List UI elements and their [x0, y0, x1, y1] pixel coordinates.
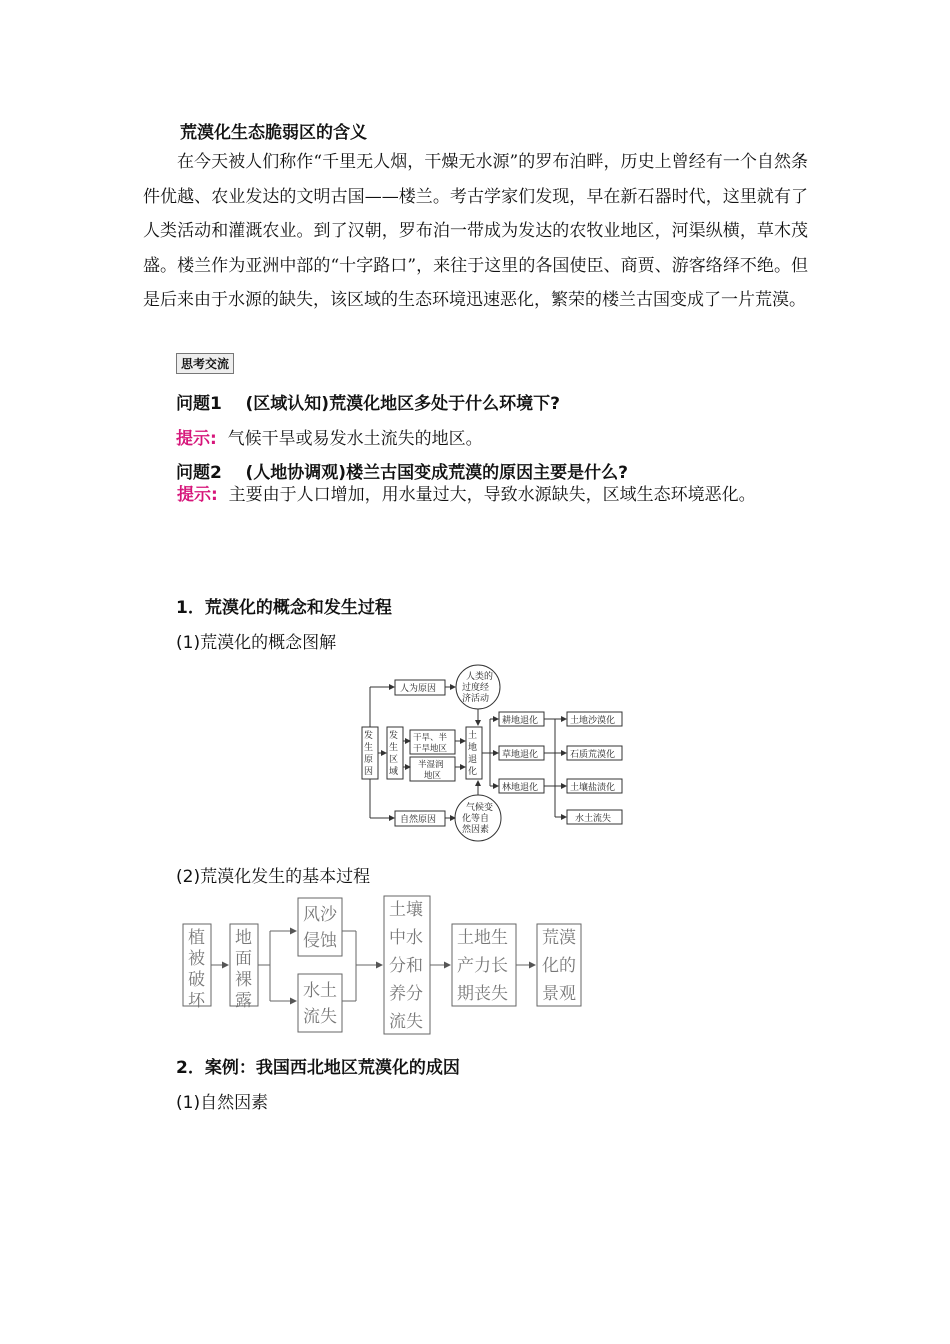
prod-line-1: 土地生 [457, 928, 508, 948]
degradation-forest: 林地退化 [502, 783, 539, 793]
degradation-grassland: 草地退化 [502, 750, 539, 760]
degradation-farmland: 耕地退化 [502, 716, 539, 726]
point-1-sub-2: (2)荒漠化发生的基本过程 [176, 867, 371, 887]
nutrient-line-1: 土壤 [389, 900, 423, 920]
semi-humid-line-1: 半湿润 [418, 760, 444, 770]
exp-char-2: 面 [235, 949, 252, 969]
water-line-1: 水土 [303, 981, 337, 1001]
water-line-2: 流失 [303, 1007, 337, 1027]
human-activity-line-1: 人类的 [466, 672, 494, 682]
section-title: 荒漠化生态脆弱区的含义 [180, 123, 367, 143]
prod-line-3: 期丧失 [457, 984, 508, 1004]
intro-paragraph: 在今天被人们称作“千里无人烟，干燥无水源”的罗布泊畔，历史上曾经有一个自然条件优越、农业发达的文明古国——楼兰。考古学家们发现，早在新石器时代，这里就有了人类活动和灌溉农业。到了汉朝，罗布泊一带成为发达的农牧业地区，河渠纵横，草木茂盛。楼兰作为亚洲中部的“十字路口”，来往于这里的各国使臣、商贾、游客络绎不绝。但是后来由于水源的缺失，该区域的生态环境迅速恶化，繁荣的楼兰古国变成了一片荒漠。 [143, 152, 808, 311]
land-char-4: 化 [468, 767, 478, 777]
land-line-1: 荒漠 [542, 928, 576, 948]
hint-2-text: 主要由于人口增加，用水量过大，导致水源缺失，区域生态环境恶化。 [228, 485, 756, 505]
natural-cause-label: 自然原因 [400, 815, 437, 825]
human-cause-label: 人为原因 [400, 684, 437, 694]
region-char-1: 发 [389, 731, 399, 741]
question-1 [176, 389, 560, 414]
nutrient-line-4: 养分 [389, 984, 423, 1004]
climate-line-3: 然因素 [462, 825, 490, 835]
land-char-3: 退 [468, 755, 478, 765]
land-char-2: 地 [468, 743, 478, 753]
wind-line-1: 风沙 [303, 905, 337, 925]
concept-diagram [350, 655, 640, 850]
climate-line-2: 化等自 [462, 814, 490, 824]
result-salinization: 土壤盐渍化 [570, 783, 616, 793]
point-2-title: 2．案例：我国西北地区荒漠化的成因 [176, 1058, 460, 1078]
region-char-2: 生 [389, 743, 399, 753]
human-activity-line-3: 济活动 [462, 694, 490, 704]
point-1-sub-1: (1)荒漠化的概念图解 [176, 633, 337, 653]
semi-humid-line-2: 地区 [424, 771, 442, 781]
land-line-3: 景观 [542, 984, 576, 1004]
land-line-2: 化的 [542, 956, 576, 976]
exp-char-3: 裸 [235, 970, 252, 990]
process-flow-diagram [180, 893, 590, 1038]
veg-char-2: 被 [188, 949, 205, 969]
result-soil-erosion: 水土流失 [575, 814, 612, 824]
exp-char-1: 地 [235, 928, 252, 948]
hint-1 [176, 424, 483, 449]
veg-char-4: 坏 [188, 991, 205, 1011]
origin-char-4: 因 [364, 767, 374, 777]
nutrient-line-3: 分和 [389, 956, 423, 976]
veg-char-3: 破 [188, 970, 205, 990]
wind-line-2: 侵蚀 [303, 931, 337, 951]
point-1-title: 1．荒漠化的概念和发生过程 [176, 598, 392, 618]
hint-1-text: 气候干旱或易发水土流失的地区。 [227, 429, 483, 449]
hint-2-label: 提示: [177, 485, 218, 505]
origin-char-3: 原 [364, 755, 374, 765]
question-1-label: 问题1 [176, 394, 222, 414]
climate-line-1: 气候变 [466, 803, 494, 813]
question-2-text: (人地协调观)楼兰古国变成荒漠的原因主要是什么? [245, 463, 628, 483]
nutrient-line-2: 中水 [389, 928, 423, 948]
hint-1-label: 提示: [176, 429, 217, 449]
question-1-text: (区域认知)荒漠化地区多处于什么环境下? [245, 394, 560, 414]
region-char-4: 域 [389, 767, 399, 777]
question-2-label: 问题2 [176, 463, 222, 483]
exp-char-4: 露 [235, 991, 252, 1011]
result-rocky: 石质荒漠化 [570, 750, 616, 760]
region-char-3: 区 [389, 755, 399, 765]
arid-line-2: 干旱地区 [413, 744, 448, 754]
prod-line-2: 产力长 [457, 956, 508, 976]
point-2-sub-1: (1)自然因素 [176, 1093, 269, 1113]
arid-line-1: 干旱、半 [413, 733, 448, 743]
land-char-1: 土 [468, 731, 478, 741]
veg-char-1: 植 [188, 928, 205, 948]
origin-char-2: 生 [364, 743, 374, 753]
nutrient-line-5: 流失 [389, 1012, 423, 1032]
hint-2 [143, 478, 808, 513]
origin-char-1: 发 [364, 731, 374, 741]
human-activity-line-2: 过度经 [462, 683, 490, 693]
think-exchange-tag: 思考交流 [176, 353, 234, 374]
result-desertification: 土地沙漠化 [570, 716, 616, 726]
